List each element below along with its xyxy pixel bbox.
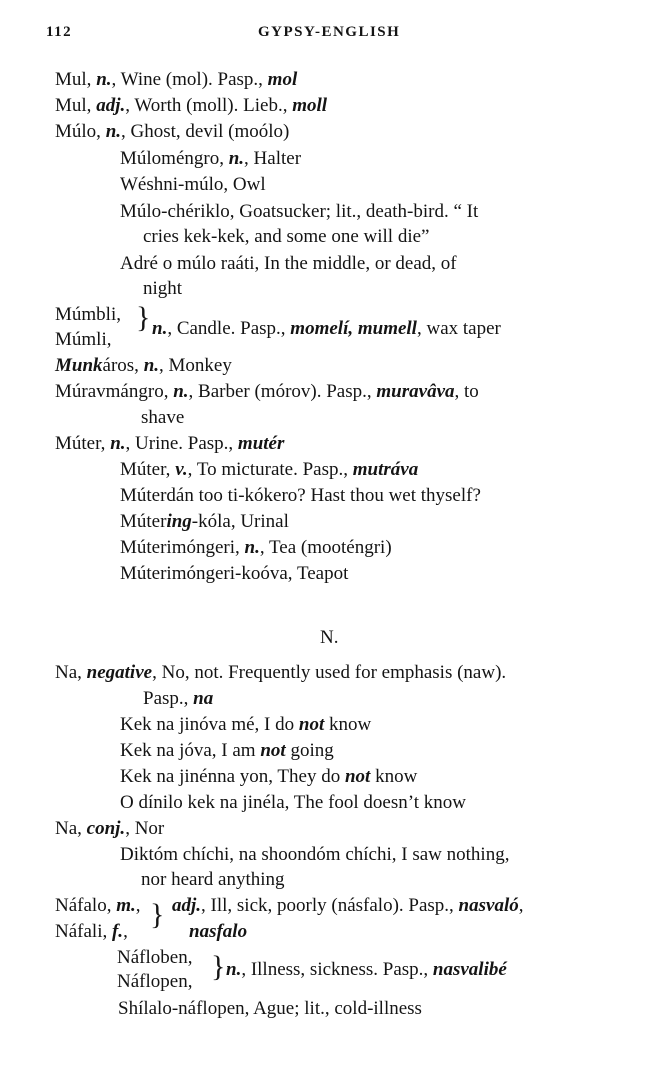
entry-line: n., Candle. Pasp., momelí, mumell, wax taper xyxy=(152,318,501,339)
entry-line: Pasp., na xyxy=(143,688,214,709)
brace-nafalo: } xyxy=(150,898,165,931)
entry-line: night xyxy=(143,278,183,299)
running-title: GYPSY-ENGLISH xyxy=(258,24,401,40)
entry-line: Múter, v., To micturate. Pasp., mutráva xyxy=(120,459,419,480)
entry-line: n., Illness, sickness. Pasp., nasvalibé xyxy=(226,959,507,980)
entry-line: Múterimóngeri, n., Tea (mooténgri) xyxy=(120,537,392,558)
entry-line: O dínilo kek na jinéla, The fool doesn’t know xyxy=(120,792,466,813)
entry-line: Adré o múlo raáti, In the middle, or dead, of xyxy=(120,253,457,274)
entry-line: Múterdán too ti-kókero? Hast thou wet thyself? xyxy=(120,485,481,506)
entry-line: Múmli, xyxy=(55,329,112,350)
entry-line: Múloméngro, n., Halter xyxy=(120,148,302,169)
brace-mumbli: } xyxy=(136,301,151,334)
entry-line: Shílalo-náflopen, Ague; lit., cold-illness xyxy=(118,998,422,1019)
entry-line: Múravmángro, n., Barber (mórov). Pasp., muravâva, to xyxy=(55,381,479,402)
entry-line: Kek na jinénna yon, They do not know xyxy=(120,766,418,787)
entry-line: nor heard anything xyxy=(141,869,285,890)
page-number: 112 xyxy=(46,24,73,40)
entry-line: Múterimóngeri-koóva, Teapot xyxy=(120,563,349,584)
entry-line: Diktóm chíchi, na shoondóm chíchi, I saw nothing, xyxy=(120,844,510,865)
section-heading: N. xyxy=(320,627,339,648)
entry-line: Náfali, f., xyxy=(55,921,128,942)
entry-line: adj., Ill, sick, poorly (násfalo). Pasp., nasvaló, xyxy=(172,895,524,916)
entry-line: Na, negative, No, not. Frequently used for emphasis (naw). xyxy=(55,662,507,683)
entry-line: Múlo, n., Ghost, devil (moólo) xyxy=(55,121,290,142)
entry-line: Munkáros, n., Monkey xyxy=(55,355,232,376)
entry-line: Na, conj., Nor xyxy=(55,818,165,839)
entry-line: Mútering-kóla, Urinal xyxy=(120,511,289,532)
entry-line: Múlo-chériklo, Goatsucker; lit., death-bird. “ It xyxy=(120,201,479,222)
entry-line: Náflopen, xyxy=(117,971,193,992)
entry-line: Mul, n., Wine (mol). Pasp., mol xyxy=(55,69,298,90)
entry-line: Kek na jinóva mé, I do not know xyxy=(120,714,372,735)
entry-line: Mul, adj., Worth (moll). Lieb., moll xyxy=(55,95,328,116)
entry-line: cries kek-kek, and some one will die” xyxy=(143,226,430,247)
entry-line: shave xyxy=(141,407,185,428)
entry-line: Wéshni-múlo, Owl xyxy=(120,174,266,195)
entry-line: Múter, n., Urine. Pasp., mutér xyxy=(55,433,285,454)
entry-line: Náfloben, xyxy=(117,947,193,968)
entry-line: Náfalo, m., xyxy=(55,895,141,916)
entry-line: nasfalo xyxy=(189,921,248,942)
entry-line: Kek na jóva, I am not going xyxy=(120,740,334,761)
brace-nafloben: } xyxy=(211,950,226,983)
entry-line: Múmbli, xyxy=(55,304,121,325)
